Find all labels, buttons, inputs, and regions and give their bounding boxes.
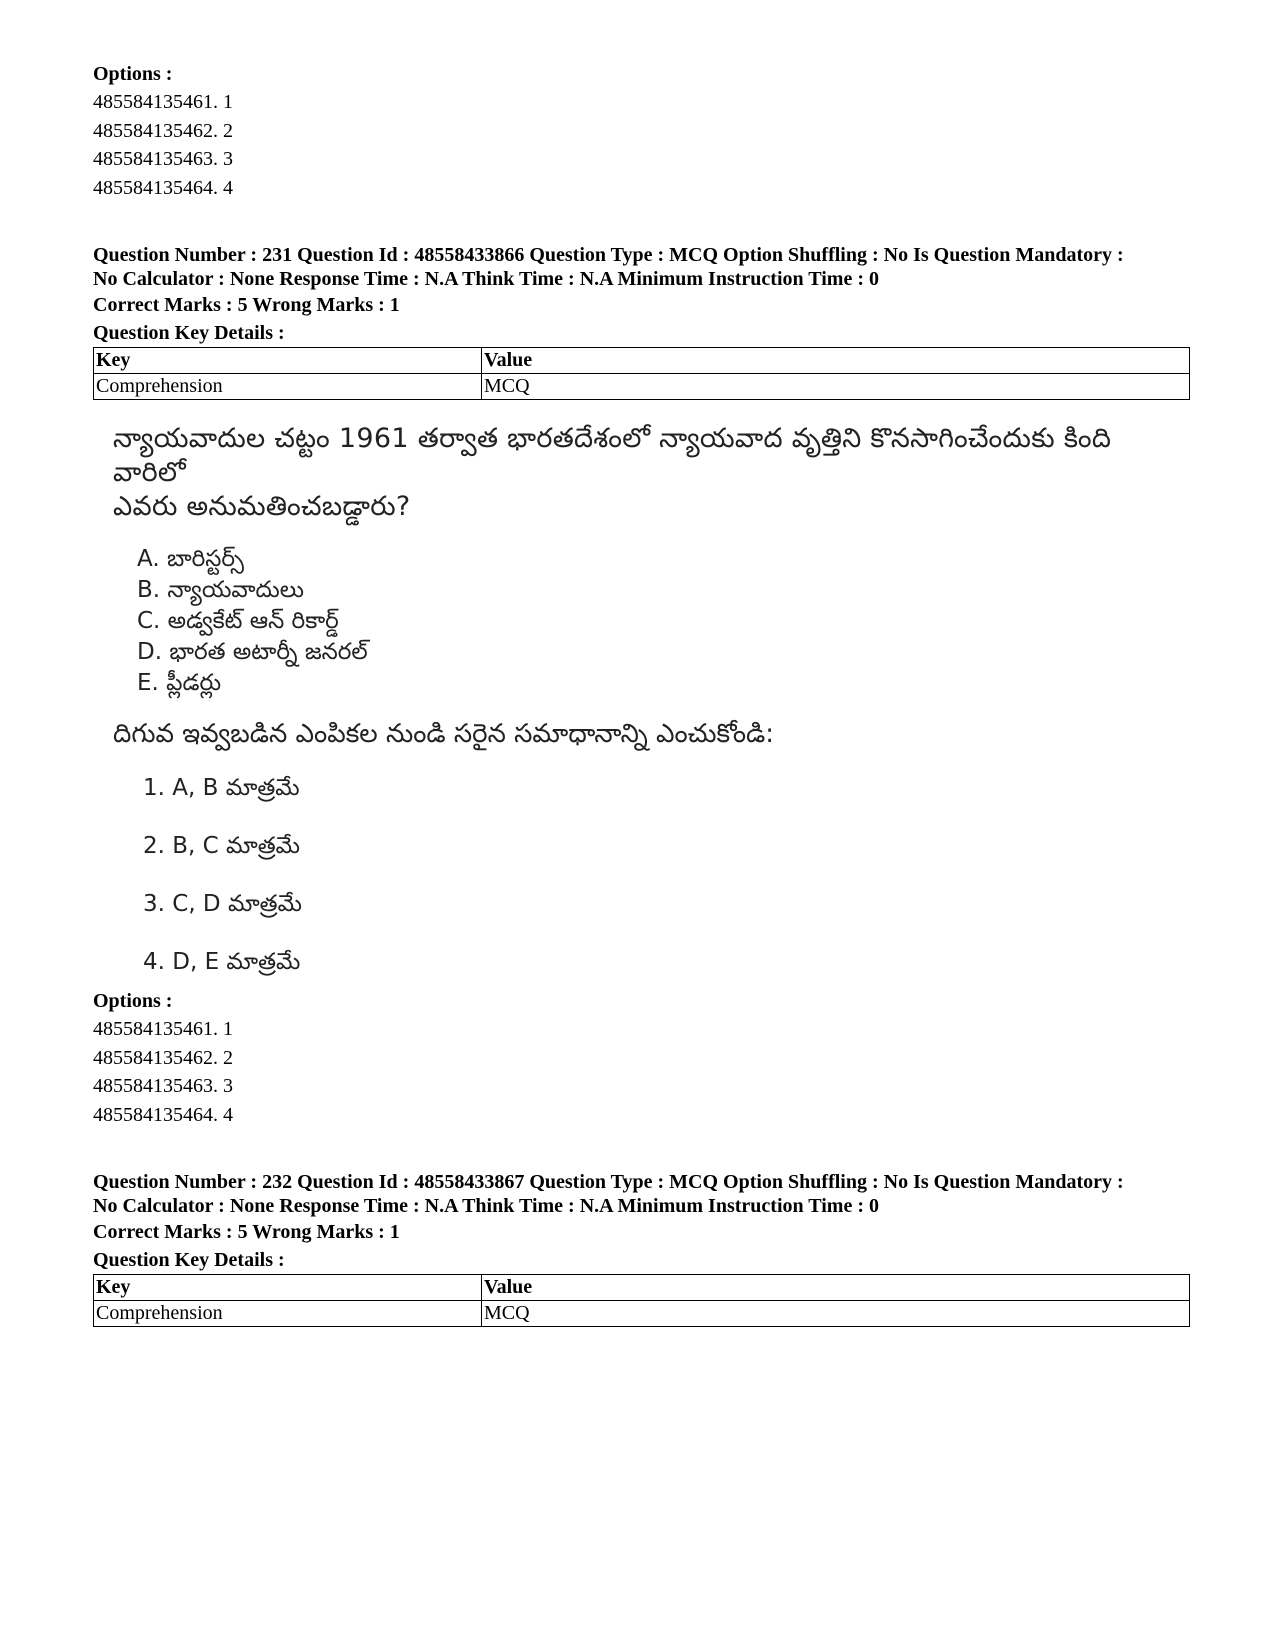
answer-choice: 1. A, B మాత్రమే [143, 775, 300, 801]
options-block-231 [93, 987, 1190, 1129]
question-231 [93, 243, 1190, 1129]
question-image-content [113, 422, 1190, 1003]
question-meta-line2: No Calculator : None Response Time : N.A Think Time : N.A Minimum Instruction Time : 0 [93, 268, 879, 290]
question-stem-line1: న్యాయవాదుల చట్టం 1961 తర్వాత భారతదేశంలో న్యాయవాద వృత్తిని కొనసాగించేందుకు కింది వారిలో [113, 423, 1112, 488]
table-header-key: Key [94, 348, 482, 374]
question-key-table [93, 347, 1190, 400]
answer-choice: 4. D, E మాత్రమే [143, 949, 301, 975]
table-row [94, 374, 1190, 400]
table-cell-value: MCQ [482, 1301, 1190, 1327]
options-heading: Options : [93, 63, 173, 85]
option-item: 485584135462. 2 [93, 1046, 233, 1069]
table-header-row [94, 1275, 1190, 1301]
answer-choice: 3. C, D మాత్రమే [143, 891, 302, 917]
option-item: 485584135461. 1 [93, 91, 233, 113]
option-item: 485584135461. 1 [93, 1018, 233, 1040]
question-key-details-label: Question Key Details : [93, 1249, 285, 1271]
statement-item: B. న్యాయవాదులు [137, 577, 304, 603]
table-cell-key: Comprehension [94, 374, 482, 400]
table-header-key: Key [94, 1275, 482, 1301]
question-marks: Correct Marks : 5 Wrong Marks : 1 [93, 1221, 400, 1243]
question-meta-line1: Question Number : 232 Question Id : 48558433867 Question Type : MCQ Option Shuffling : No Is Question Mandatory : [93, 1171, 1124, 1193]
table-header-value: Value [482, 1275, 1190, 1301]
question-meta-line2: No Calculator : None Response Time : N.A Think Time : N.A Minimum Instruction Time : 0 [93, 1195, 879, 1217]
document-page [93, 60, 1190, 1327]
options-block-top [93, 60, 1190, 202]
statement-item: A. బారిస్టర్స్ [137, 546, 244, 572]
table-header-row [94, 348, 1190, 374]
question-key-table [93, 1274, 1190, 1327]
table-cell-value: MCQ [482, 374, 1190, 400]
statement-item: D. భారత అటార్నీ జనరల్ [137, 639, 368, 665]
option-item: 485584135462. 2 [93, 119, 233, 142]
question-stem-line2: ఎవరు అనుమతించబడ్డారు? [113, 491, 411, 522]
question-key-details-label: Question Key Details : [93, 322, 285, 344]
option-item: 485584135464. 4 [93, 176, 233, 199]
option-item: 485584135463. 3 [93, 148, 233, 170]
table-cell-key: Comprehension [94, 1301, 482, 1327]
question-marks: Correct Marks : 5 Wrong Marks : 1 [93, 294, 400, 316]
question-232 [93, 1170, 1190, 1327]
statement-list [137, 544, 1190, 699]
table-header-value: Value [482, 348, 1190, 374]
table-row [94, 1301, 1190, 1327]
option-item: 485584135464. 4 [93, 1103, 233, 1126]
question-instruction: దిగువ ఇవ్వబడిన ఎంపికల నుండి సరైన సమాధానాన్ని ఎంచుకోండి: [113, 719, 775, 749]
statement-item: C. అడ్వకేట్ ఆన్ రికార్డ్ [137, 608, 339, 634]
options-heading: Options : [93, 990, 173, 1012]
answer-choice-list [143, 771, 1190, 1003]
option-item: 485584135463. 3 [93, 1075, 233, 1097]
statement-item: E. ప్లీడర్లు [137, 670, 222, 696]
question-meta-line1: Question Number : 231 Question Id : 48558433866 Question Type : MCQ Option Shuffling : No Is Question Mandatory : [93, 244, 1124, 266]
answer-choice: 2. B, C మాత్రమే [143, 833, 300, 859]
